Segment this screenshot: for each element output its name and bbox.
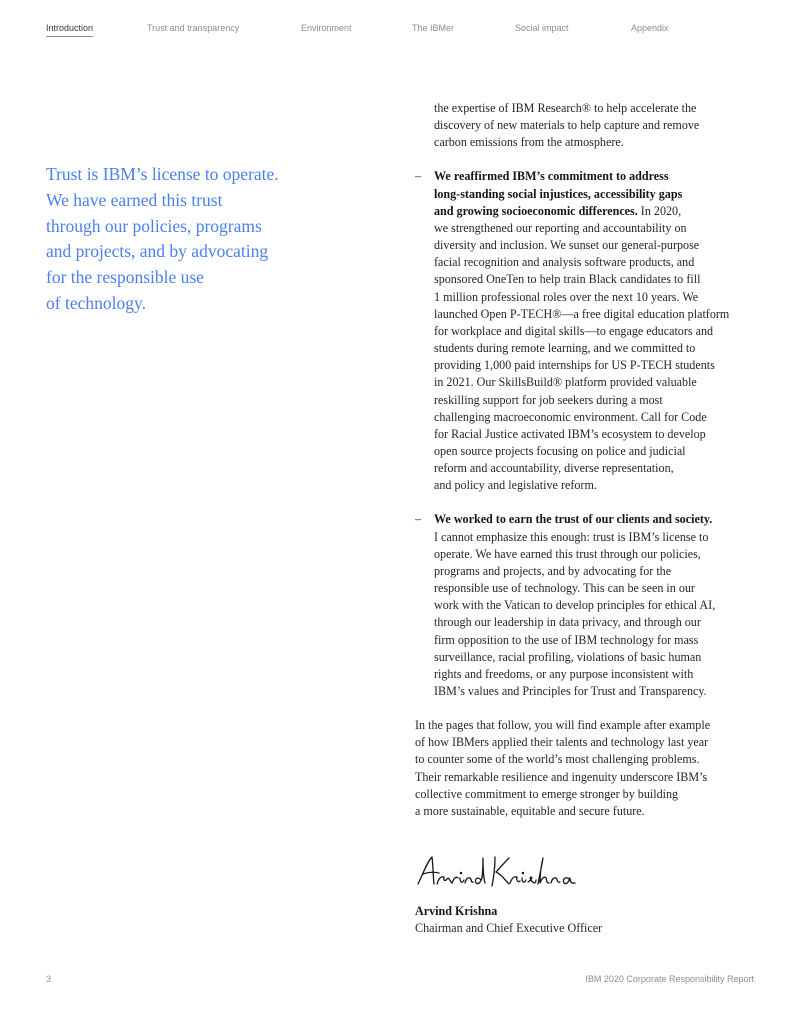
text-line: Their remarkable resilience and ingenuity underscore IBM’s bbox=[415, 769, 708, 784]
text-line: rights and freedoms, or any purpose inconsistent with bbox=[434, 666, 694, 681]
text-line: through our leadership in data privacy, and through our bbox=[434, 615, 701, 630]
text-line: I cannot emphasize this enough: trust is IBM’s license to bbox=[434, 529, 709, 544]
closing-paragraph bbox=[415, 717, 760, 820]
text-line: surveillance, racial profiling, violations of basic human bbox=[434, 649, 702, 664]
signer-title: Chairman and Chief Executive Officer bbox=[415, 921, 603, 935]
dash-bullet-icon: – bbox=[415, 512, 422, 527]
text-line: diversity and inclusion. We sunset our general-purpose bbox=[434, 238, 700, 253]
text-line: and policy and legislative reform. bbox=[434, 478, 597, 493]
text-line: sponsored OneTen to help train Black candidates to fill bbox=[434, 272, 701, 287]
text-line: a more sustainable, equitable and secure future. bbox=[415, 803, 645, 818]
bullet-item-social-injustice bbox=[415, 168, 760, 494]
text-line: we strengthened our reporting and accountability on bbox=[434, 220, 687, 235]
text-line: operate. We have earned this trust through our policies, bbox=[434, 546, 701, 561]
nav-tab-social-impact[interactable]: Social impact bbox=[515, 23, 569, 33]
text-line: launched Open P-TECH®—a free digital education platform bbox=[434, 306, 730, 321]
bullet-heading-line: We reaffirmed IBM’s commitment to address bbox=[434, 169, 669, 184]
text-line: discovery of new materials to help capture and remove bbox=[434, 118, 700, 133]
text-line: work with the Vatican to develop principles for ethical AI, bbox=[434, 598, 716, 613]
text-line: reskilling support for job seekers during a most bbox=[434, 392, 663, 407]
text-line: In 2020, bbox=[637, 203, 682, 218]
dash-bullet-icon: – bbox=[415, 169, 422, 184]
text-line: for Racial Justice activated IBM’s ecosystem to develop bbox=[434, 426, 706, 441]
text-line: facial recognition and analysis software products, and bbox=[434, 255, 695, 270]
pull-quote-line: and projects, and by advocating bbox=[46, 241, 269, 262]
nav-tab-trust-and-transparency[interactable]: Trust and transparency bbox=[147, 23, 240, 33]
text-line: students during remote learning, and we committed to bbox=[434, 341, 696, 356]
pull-quote-line: through our policies, programs bbox=[46, 215, 262, 236]
pull-quote-line: We have earned this trust bbox=[46, 189, 223, 210]
section-nav bbox=[46, 20, 756, 40]
text-line: collective commitment to emerge stronger by building bbox=[415, 786, 679, 801]
bullet-heading-line: We worked to earn the trust of our clients and society. bbox=[434, 512, 713, 527]
report-title: IBM 2020 Corporate Responsibility Report bbox=[585, 974, 754, 984]
bullet-heading-line: long-standing social injustices, accessibility gaps bbox=[434, 186, 683, 201]
text-line: programs and projects, and by advocating for the bbox=[434, 563, 672, 578]
bullet-heading-line: and growing socioeconomic differences. bbox=[434, 203, 638, 218]
pull-quote-line: for the responsible use bbox=[46, 267, 204, 288]
continuation-paragraph bbox=[415, 100, 760, 151]
text-line: providing 1,000 paid internships for US P-TECH students bbox=[434, 358, 715, 373]
text-line: IBM’s values and Principles for Trust and Transparency. bbox=[434, 684, 707, 698]
letter-body bbox=[415, 100, 760, 820]
text-line: In the pages that follow, you will find example after example bbox=[415, 718, 711, 733]
text-line: of how IBMers applied their talents and technology last year bbox=[415, 735, 709, 750]
text-line: open source projects focusing on police and judicial bbox=[434, 443, 686, 458]
nav-tab-environment[interactable]: Environment bbox=[301, 23, 352, 33]
bullet-item-trust bbox=[415, 511, 760, 700]
signer-name: Arvind Krishna bbox=[415, 904, 498, 918]
text-line: to counter some of the world’s most challenging problems. bbox=[415, 752, 700, 767]
text-line: carbon emissions from the atmosphere. bbox=[434, 135, 624, 150]
handwritten-signature bbox=[415, 852, 585, 892]
nav-tab-introduction[interactable]: Introduction bbox=[46, 23, 93, 37]
text-line: the expertise of IBM Research® to help accelerate the bbox=[434, 101, 697, 115]
text-line: 1 million professional roles over the next 10 years. We bbox=[434, 289, 699, 304]
text-line: firm opposition to the use of IBM technology for mass bbox=[434, 632, 699, 647]
text-line: in 2021. Our SkillsBuild® platform provided valuable bbox=[434, 375, 697, 390]
pull-quote-line: of technology. bbox=[46, 292, 146, 313]
text-line: challenging macroeconomic environment. Call for Code bbox=[434, 409, 707, 424]
paragraph-gap bbox=[415, 700, 760, 717]
text-line: reform and accountability, diverse representation, bbox=[434, 461, 674, 476]
pull-quote-line: Trust is IBM’s license to operate. bbox=[46, 164, 279, 184]
nav-tab-appendix[interactable]: Appendix bbox=[631, 23, 669, 33]
nav-tab-the-ibmer[interactable]: The IBMer bbox=[412, 23, 455, 33]
paragraph-gap bbox=[415, 494, 760, 511]
paragraph-gap bbox=[415, 151, 760, 168]
text-line: responsible use of technology. This can be seen in our bbox=[434, 581, 695, 596]
text-line: for workplace and digital skills—to engage educators and bbox=[434, 323, 714, 338]
pull-quote bbox=[46, 162, 306, 317]
page-number: 3 bbox=[46, 974, 52, 984]
